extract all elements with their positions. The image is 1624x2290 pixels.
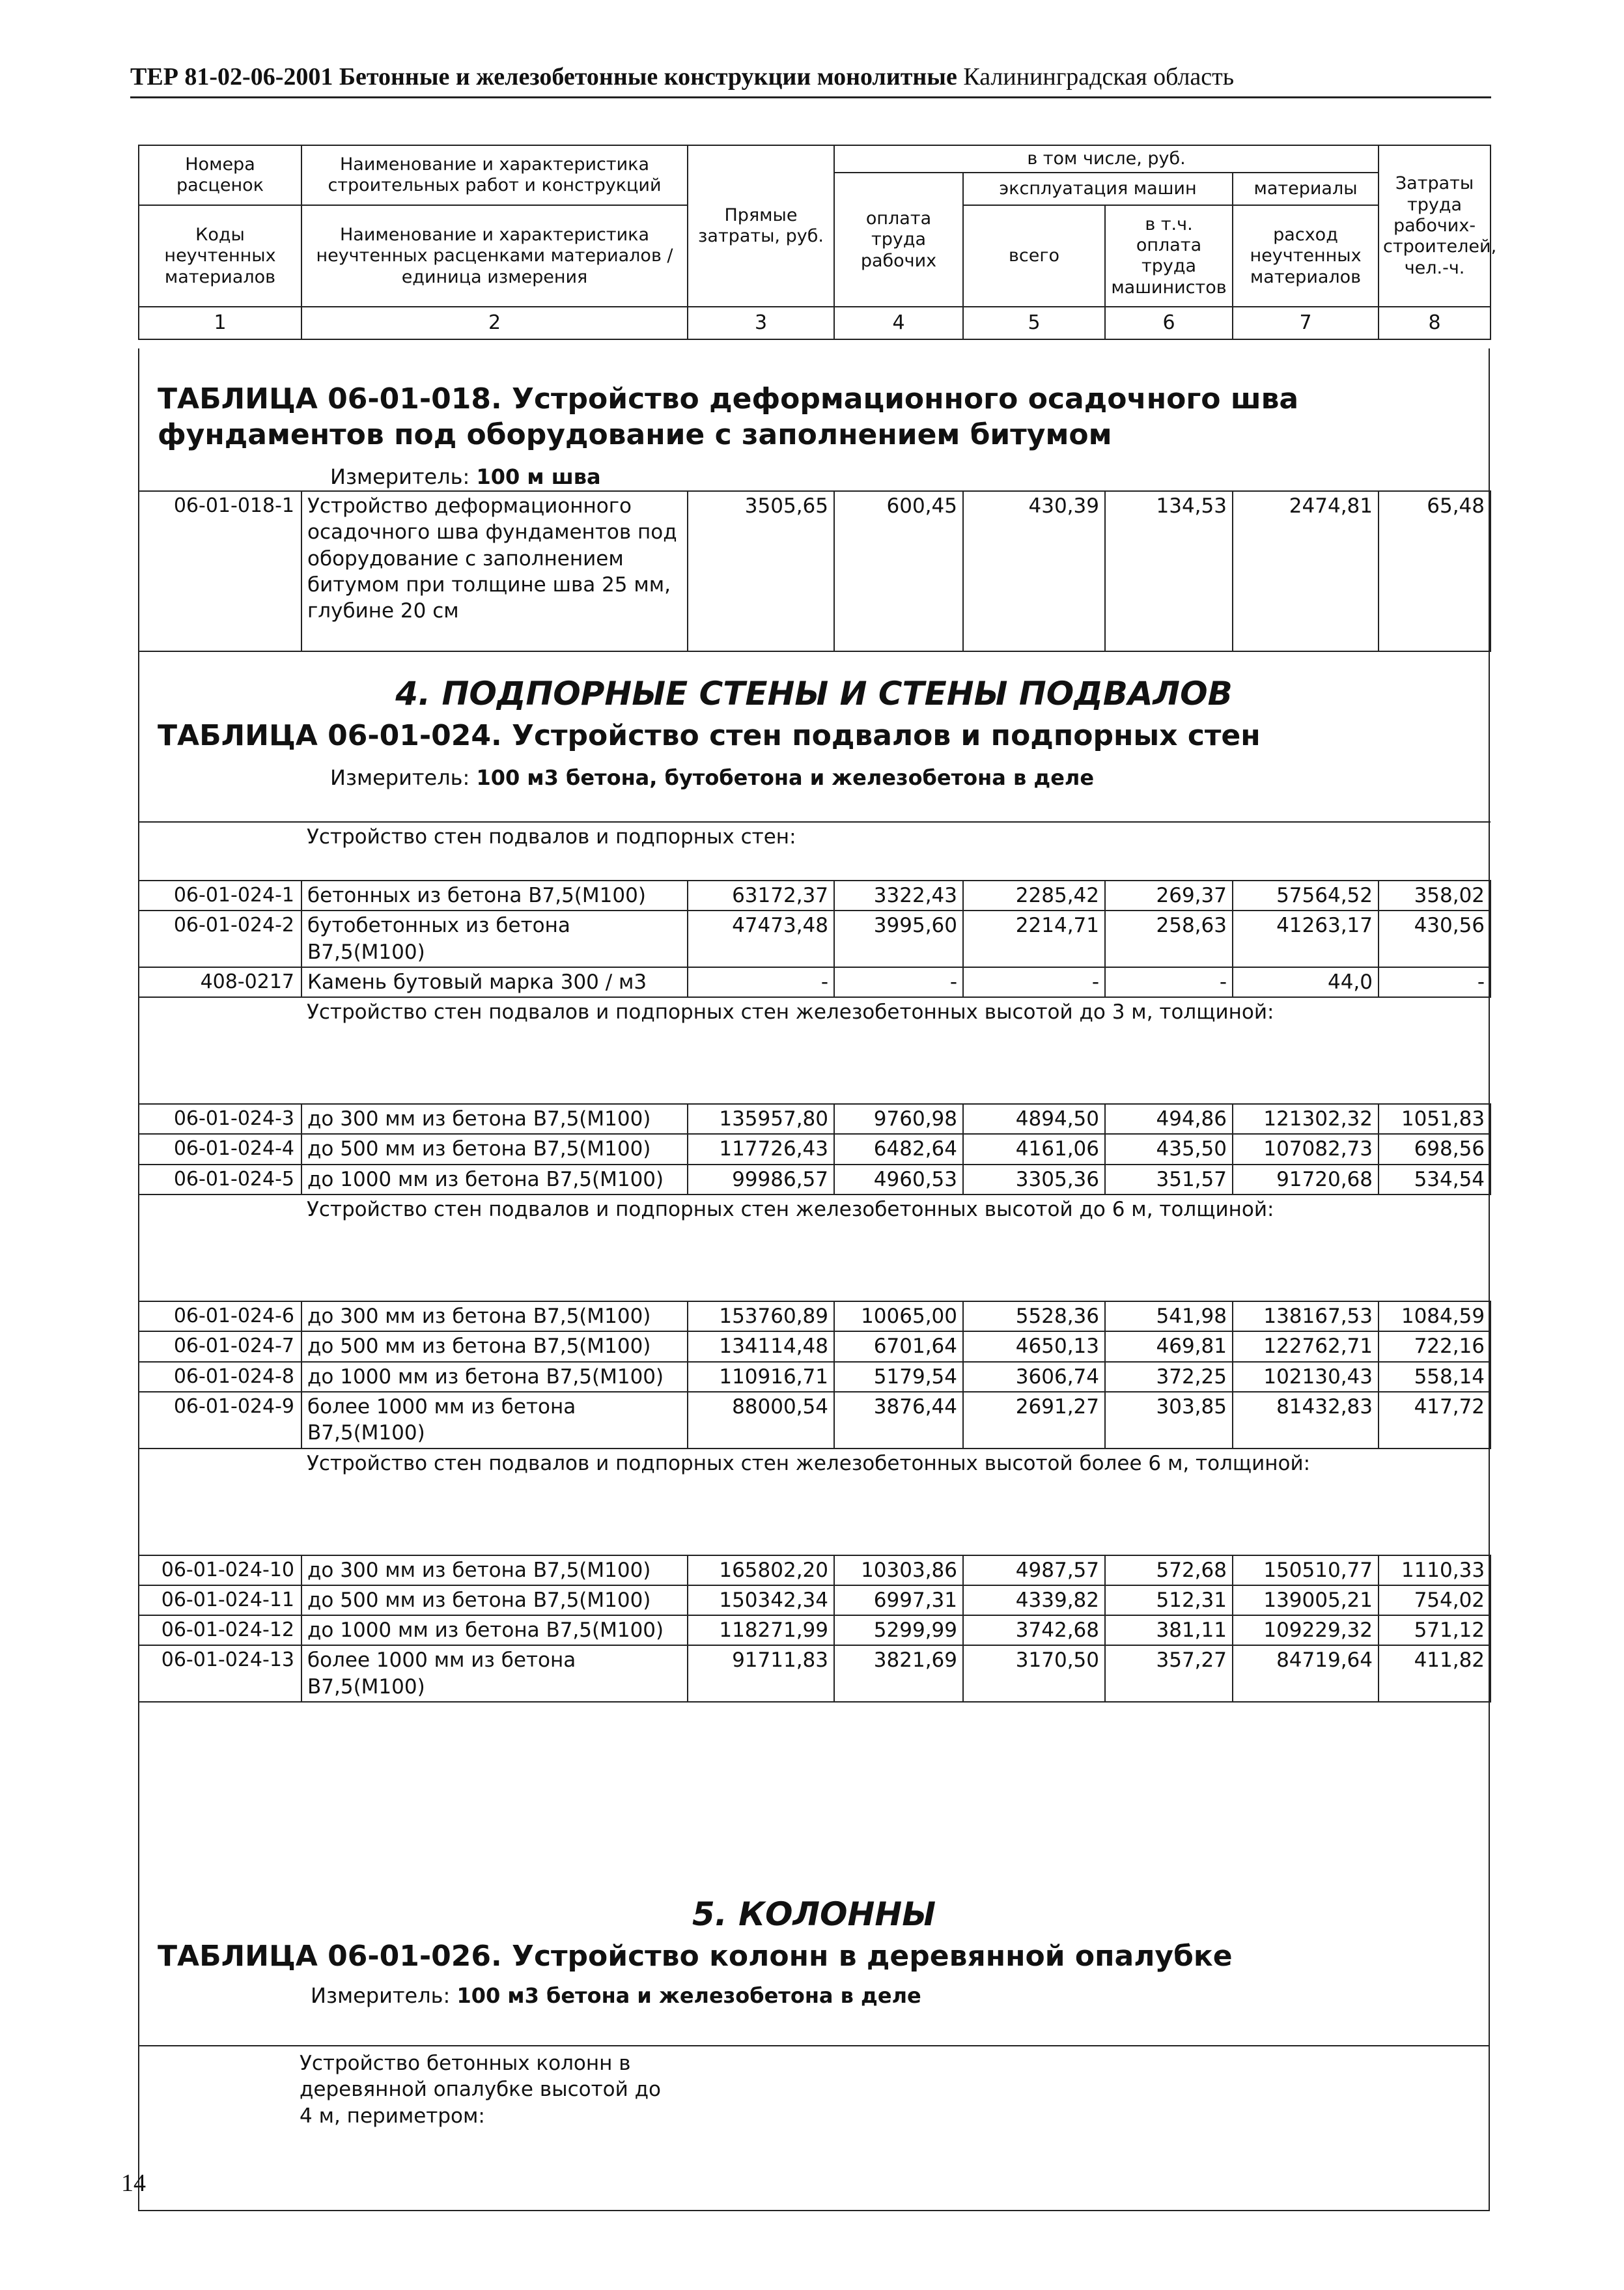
machines-total: 2214,71: [963, 911, 1105, 967]
row-code: 06-01-024-12: [139, 1615, 301, 1645]
row-code: 06-01-024-7: [139, 1331, 301, 1361]
divider: [138, 2045, 1490, 2046]
machines-total: 4894,50: [963, 1104, 1105, 1134]
table-row: [139, 1555, 1491, 1585]
group-label: Устройство стен подвалов и подпорных стен железобетонных высотой до 6 м, толщиной:: [301, 1194, 1491, 1301]
labor-hours: 698,56: [1379, 1134, 1491, 1164]
machinist-pay: 351,57: [1105, 1165, 1233, 1194]
row-name: до 300 мм из бетона В7,5(М100): [301, 1301, 688, 1331]
col7-header: расход неучтенных материалов: [1233, 205, 1379, 307]
col8-header: Затраты труда рабочих-строителей, чел.-ч.: [1379, 145, 1491, 307]
labor-hours: 1110,33: [1379, 1555, 1491, 1585]
table-row: [139, 491, 1491, 651]
labor-pay: 6997,31: [834, 1585, 963, 1615]
labor-hours: 754,02: [1379, 1585, 1491, 1615]
machinist-pay: 469,81: [1105, 1331, 1233, 1361]
direct-cost: 135957,80: [688, 1104, 834, 1134]
labor-pay: 10303,86: [834, 1555, 963, 1585]
labor-hours: 358,02: [1379, 881, 1491, 911]
machinist-pay: 572,68: [1105, 1555, 1233, 1585]
materials-cost: 139005,21: [1233, 1585, 1379, 1615]
table-024-title: ТАБЛИЦА 06-01-024. Устройство стен подвалов и подпорных стен: [158, 719, 1261, 752]
machines-total: 4987,57: [963, 1555, 1105, 1585]
machinist-pay: 512,31: [1105, 1585, 1233, 1615]
labor-pay: 6701,64: [834, 1331, 963, 1361]
machines-total: 4161,06: [963, 1134, 1105, 1164]
col3-header: Прямые затраты, руб.: [688, 145, 834, 307]
group-label: Устройство стен подвалов и подпорных стен железобетонных высотой более 6 м, толщиной:: [301, 1449, 1491, 1555]
labor-hours: 65,48: [1379, 491, 1491, 651]
section-5-block: [138, 1882, 1490, 2055]
labor-pay: 6482,64: [834, 1134, 963, 1164]
row-code: 06-01-024-9: [139, 1392, 301, 1449]
col-number: 3: [688, 307, 834, 339]
col1-bottom-header: Коды неучтенных материалов: [139, 205, 301, 307]
machines-total: 3742,68: [963, 1615, 1105, 1645]
measure-value: 100 м3 бетона и железобетона в деле: [456, 1983, 921, 2008]
machinist-pay: 541,98: [1105, 1301, 1233, 1331]
row-code: 06-01-024-3: [139, 1104, 301, 1134]
machinist-pay: 435,50: [1105, 1134, 1233, 1164]
machines-total: -: [963, 967, 1105, 997]
table-row: [139, 1301, 1491, 1331]
section-4-heading: 4. ПОДПОРНЫЕ СТЕНЫ И СТЕНЫ ПОДВАЛОВ: [395, 675, 1233, 713]
materials-cost: 150510,77: [1233, 1555, 1379, 1585]
col4-header: оплата труда рабочих: [834, 173, 963, 307]
row-code: 06-01-024-8: [139, 1362, 301, 1392]
labor-hours: 722,16: [1379, 1331, 1491, 1361]
machinist-pay: 494,86: [1105, 1104, 1233, 1134]
materials-cost: 2474,81: [1233, 491, 1379, 651]
col2-bottom-header: Наименование и характеристика неучтенных расценками материалов / единица измерения: [301, 205, 688, 307]
page-number: 14: [121, 2170, 146, 2197]
labor-hours: 411,82: [1379, 1645, 1491, 1702]
labor-hours: 1051,83: [1379, 1104, 1491, 1134]
direct-cost: 88000,54: [688, 1392, 834, 1449]
row-name: до 300 мм из бетона В7,5(М100): [301, 1555, 688, 1585]
table-row: [139, 1392, 1491, 1449]
incl-header: в том числе, руб.: [834, 145, 1379, 173]
row-name: бутобетонных из бетона В7,5(М100): [301, 911, 688, 967]
labor-pay: 3876,44: [834, 1392, 963, 1449]
machines-total: 3305,36: [963, 1165, 1105, 1194]
row-code: 06-01-024-10: [139, 1555, 301, 1585]
machinist-pay: 269,37: [1105, 881, 1233, 911]
row-name: бетонных из бетона В7,5(М100): [301, 881, 688, 911]
table-026-title: ТАБЛИЦА 06-01-026. Устройство колонн в деревянной опалубке: [158, 1940, 1233, 1973]
labor-pay: 4960,53: [834, 1165, 963, 1194]
group-row: [139, 1194, 1491, 1301]
col-number: 8: [1379, 307, 1491, 339]
group-label: Устройство стен подвалов и подпорных стен:: [301, 822, 1491, 881]
table-row: [139, 967, 1491, 997]
direct-cost: 99986,57: [688, 1165, 834, 1194]
labor-pay: 5299,99: [834, 1615, 963, 1645]
materials-cost: 122762,71: [1233, 1331, 1379, 1361]
labor-hours: 1084,59: [1379, 1301, 1491, 1331]
row-name: до 1000 мм из бетона В7,5(М100): [301, 1615, 688, 1645]
column-number-row: [139, 307, 1491, 339]
col2-top-header: Наименование и характеристика строительных работ и конструкций: [301, 145, 688, 205]
labor-pay: 600,45: [834, 491, 963, 651]
materials-cost: 102130,43: [1233, 1362, 1379, 1392]
measure-label: Измеритель:: [330, 464, 470, 489]
row-code: 06-01-024-5: [139, 1165, 301, 1194]
col1-top-header: Номера расценок: [139, 145, 301, 205]
machines-total: 4339,82: [963, 1585, 1105, 1615]
group-spacer: [139, 997, 301, 1104]
row-code: 06-01-024-13: [139, 1645, 301, 1702]
measure-value: 100 м шва: [476, 464, 601, 489]
materials-cost: 84719,64: [1233, 1645, 1379, 1702]
labor-hours: 417,72: [1379, 1392, 1491, 1449]
row-code: 06-01-024-11: [139, 1585, 301, 1615]
table-row: [139, 1134, 1491, 1164]
machines-total: 3170,50: [963, 1645, 1105, 1702]
machinist-pay: 372,25: [1105, 1362, 1233, 1392]
doc-region: Калининградская область: [963, 63, 1235, 91]
labor-hours: -: [1379, 967, 1491, 997]
table-row: [139, 1165, 1491, 1194]
row-name: до 1000 мм из бетона В7,5(М100): [301, 1165, 688, 1194]
table-018-measure: [158, 464, 1470, 489]
table-024-measure: [158, 765, 1470, 790]
materials-cost: 138167,53: [1233, 1301, 1379, 1331]
labor-hours: 558,14: [1379, 1362, 1491, 1392]
direct-cost: 150342,34: [688, 1585, 834, 1615]
table-row: [139, 1585, 1491, 1615]
direct-cost: 118271,99: [688, 1615, 834, 1645]
row-code: 06-01-024-6: [139, 1301, 301, 1331]
section-4-block: [138, 671, 1490, 823]
col5-header: всего: [963, 205, 1105, 307]
row-name: до 1000 мм из бетона В7,5(М100): [301, 1362, 688, 1392]
table-026-measure: [158, 1983, 1470, 2008]
direct-cost: 165802,20: [688, 1555, 834, 1585]
row-name: Устройство деформационного осадочного шва фундаментов под оборудование с заполнением битумом при толщине шва 25 мм, глубине 20 см: [301, 491, 688, 651]
machinist-pay: 258,63: [1105, 911, 1233, 967]
col-number: 4: [834, 307, 963, 339]
col-number: 7: [1233, 307, 1379, 339]
machinist-pay: 381,11: [1105, 1615, 1233, 1645]
table-026-group-label: Устройство бетонных колонн в деревянной опалубке высотой до 4 м, периметром:: [300, 2052, 662, 2128]
col-number: 1: [139, 307, 301, 339]
measure-label: Измеритель:: [311, 1983, 451, 2008]
group-row: [139, 822, 1491, 881]
direct-cost: -: [688, 967, 834, 997]
table-018-title: ТАБЛИЦА 06-01-018. Устройство деформационного осадочного шва фундаментов под оборудование с заполнением битумом: [158, 382, 1299, 451]
labor-hours: 534,54: [1379, 1165, 1491, 1194]
doc-code: ТЕР 81-02-06-2001: [130, 63, 333, 91]
group-spacer: [139, 1194, 301, 1301]
materials-cost: 41263,17: [1233, 911, 1379, 967]
direct-cost: 91711,83: [688, 1645, 834, 1702]
row-code: 06-01-024-1: [139, 881, 301, 911]
machinist-pay: 357,27: [1105, 1645, 1233, 1702]
labor-hours: 571,12: [1379, 1615, 1491, 1645]
labor-pay: 3995,60: [834, 911, 963, 967]
machinist-pay: -: [1105, 967, 1233, 997]
machines-total: 2285,42: [963, 881, 1105, 911]
row-name: до 500 мм из бетона В7,5(М100): [301, 1331, 688, 1361]
row-name: более 1000 мм из бетона В7,5(М100): [301, 1645, 688, 1702]
machines-total: 430,39: [963, 491, 1105, 651]
page-header: [130, 63, 1491, 98]
table-018-title-block: [138, 381, 1490, 492]
table-row: [139, 911, 1491, 967]
column-header-table: [138, 145, 1497, 340]
table-row: [139, 881, 1491, 911]
machines-total: 5528,36: [963, 1301, 1105, 1331]
section-5-heading: 5. КОЛОННЫ: [692, 1895, 936, 1933]
materials-cost: 91720,68: [1233, 1165, 1379, 1194]
direct-cost: 134114,48: [688, 1331, 834, 1361]
machines-total: 4650,13: [963, 1331, 1105, 1361]
direct-cost: 63172,37: [688, 881, 834, 911]
direct-cost: 47473,48: [688, 911, 834, 967]
table-024-rows: [138, 821, 1491, 1703]
direct-cost: 110916,71: [688, 1362, 834, 1392]
materials-cost: 121302,32: [1233, 1104, 1379, 1134]
col-number: 5: [963, 307, 1105, 339]
group-row: [139, 1449, 1491, 1555]
labor-pay: 3821,69: [834, 1645, 963, 1702]
doc-title: Бетонные и железобетонные конструкции монолитные: [339, 63, 957, 91]
direct-cost: 117726,43: [688, 1134, 834, 1164]
table-018-rows: [138, 490, 1491, 652]
group-spacer: [139, 1449, 301, 1555]
materials-cost: 44,0: [1233, 967, 1379, 997]
labor-pay: 5179,54: [834, 1362, 963, 1392]
col-number: 6: [1105, 307, 1233, 339]
table-row: [139, 1362, 1491, 1392]
row-code: 06-01-024-4: [139, 1134, 301, 1164]
direct-cost: 153760,89: [688, 1301, 834, 1331]
machinist-pay: 303,85: [1105, 1392, 1233, 1449]
row-name: до 300 мм из бетона В7,5(М100): [301, 1104, 688, 1134]
group-spacer: [139, 822, 301, 881]
row-code: 06-01-024-2: [139, 911, 301, 967]
materials-cost: 109229,32: [1233, 1615, 1379, 1645]
direct-cost: 3505,65: [688, 491, 834, 651]
materials-cost: 81432,83: [1233, 1392, 1379, 1449]
col6-header: в т.ч. оплата труда машинистов: [1105, 205, 1233, 307]
materials-cost: 57564,52: [1233, 881, 1379, 911]
machines-total: 3606,74: [963, 1362, 1105, 1392]
labor-pay: 10065,00: [834, 1301, 963, 1331]
machinist-pay: 134,53: [1105, 491, 1233, 651]
row-name: до 500 мм из бетона В7,5(М100): [301, 1134, 688, 1164]
group-label: Устройство стен подвалов и подпорных стен железобетонных высотой до 3 м, толщиной:: [301, 997, 1491, 1104]
materials-header: материалы: [1233, 173, 1379, 205]
labor-hours: 430,56: [1379, 911, 1491, 967]
group-row: [139, 997, 1491, 1104]
table-row: [139, 1645, 1491, 1702]
measure-value: 100 м3 бетона, бутобетона и железобетона в деле: [476, 765, 1095, 790]
labor-pay: -: [834, 967, 963, 997]
machines-header: эксплуатация машин: [963, 173, 1233, 205]
labor-pay: 3322,43: [834, 881, 963, 911]
row-name: Камень бутовый марка 300 / м3: [301, 967, 688, 997]
measure-label: Измеритель:: [330, 765, 470, 790]
table-row: [139, 1615, 1491, 1645]
table-row: [139, 1331, 1491, 1361]
labor-pay: 9760,98: [834, 1104, 963, 1134]
col-number: 2: [301, 307, 688, 339]
row-code: 06-01-018-1: [139, 491, 301, 651]
machines-total: 2691,27: [963, 1392, 1105, 1449]
table-row: [139, 1104, 1491, 1134]
materials-cost: 107082,73: [1233, 1134, 1379, 1164]
row-code: 408-0217: [139, 967, 301, 997]
row-name: до 500 мм из бетона В7,5(М100): [301, 1585, 688, 1615]
row-name: более 1000 мм из бетона В7,5(М100): [301, 1392, 688, 1449]
